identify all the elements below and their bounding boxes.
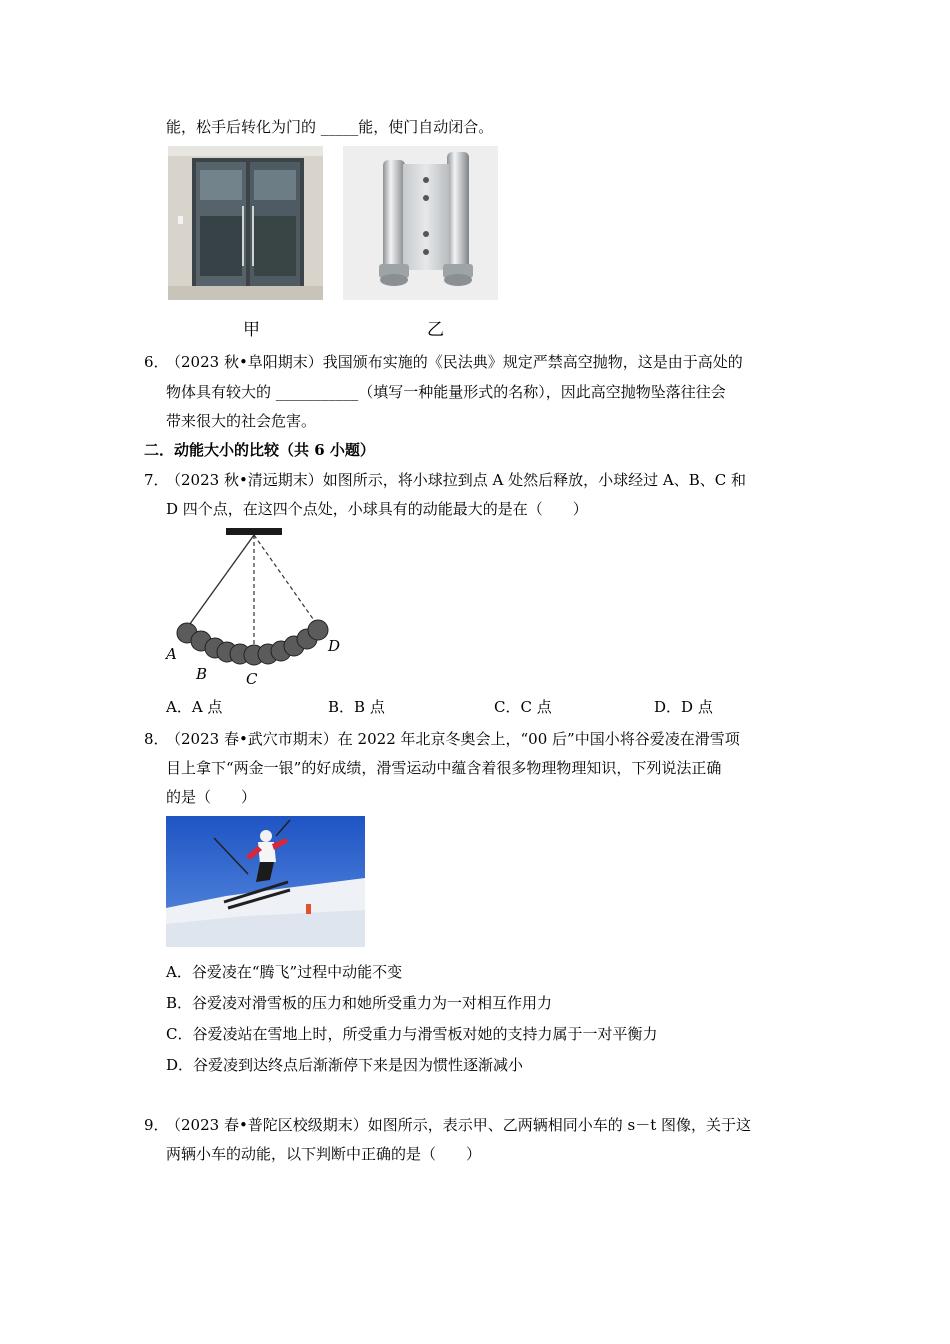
option-a: A．A 点 <box>166 698 223 716</box>
option-b: B．谷爱凌对滑雪板的压力和她所受重力为一对相互作用力 <box>166 994 553 1012</box>
spring-hinge-image <box>343 146 498 300</box>
spring-hinge-photo <box>343 146 498 300</box>
question-number: 7． <box>144 471 169 489</box>
option-c: C．谷爱凌站在雪地上时，所受重力与滑雪板对她的支持力属于一对平衡力 <box>166 1025 658 1043</box>
point-label-a: A <box>166 645 177 663</box>
q8-text-line2: 目上拿下“两金一银”的好成绩，滑雪运动中蕴含着很多物理物理知识，下列说法正确 <box>166 759 722 777</box>
section-heading: 二．动能大小的比较（共 6 小题） <box>144 441 375 459</box>
glass-door-photo <box>168 146 323 300</box>
photo-label-jia: 甲 <box>243 320 260 340</box>
pendulum-balls <box>177 620 328 665</box>
pendulum-string <box>187 535 254 628</box>
option-c: C．C 点 <box>494 698 552 716</box>
q7-text-line1: （2023 秋•清远期末）如图所示，将小球拉到点 A 处然后释放，小球经过 A、B、C 和 <box>166 471 747 489</box>
option-d: D．D 点 <box>654 698 713 716</box>
pendulum-string-dashed <box>254 535 318 626</box>
q8-text-line1: （2023 春•武穴市期末）在 2022 年北京冬奥会上，“00 后”中国小将谷爱凌在滑雪项 <box>166 730 740 748</box>
q7-text-line2: D 四个点，在这四个点处，小球具有的动能最大的是在（ ） <box>166 500 588 518</box>
skier-image <box>166 816 365 947</box>
pendulum-ball <box>308 620 328 640</box>
glass-door-image <box>168 146 323 300</box>
point-label-d: D <box>328 637 341 655</box>
q9-text-line1: （2023 春•普陀区校级期末）如图所示，表示甲、乙两辆相同小车的 s－t 图像，关于这 <box>166 1116 752 1134</box>
option-a: A．谷爱凌在“腾飞”过程中动能不变 <box>166 963 403 981</box>
question-number: 6． <box>144 353 169 371</box>
question-number: 9． <box>144 1116 169 1134</box>
q6-text-line1: （2023 秋•阜阳期末）我国颁布实施的《民法典》规定严禁高空抛物，这是由于高处的 <box>166 353 743 371</box>
option-d: D．谷爱凌到达终点后渐渐停下来是因为惯性逐渐减小 <box>166 1056 524 1074</box>
q6-text-line3: 带来很大的社会危害。 <box>166 412 317 430</box>
q8-text-line3: 的是（ ） <box>166 788 257 806</box>
pendulum-support <box>226 528 282 535</box>
option-b: B．B 点 <box>328 698 385 716</box>
point-label-c: C <box>246 670 258 688</box>
skier-photo <box>166 816 365 947</box>
q6-text-line2: 物体具有较大的 ___________（填写一种能量形式的名称），因此高空抛物坠落往往会 <box>166 383 726 401</box>
q9-text-line2: 两辆小车的动能，以下判断中正确的是（ ） <box>166 1145 482 1163</box>
q5-text-line: 能，松手后转化为门的 _____能，使门自动闭合。 <box>166 118 494 136</box>
point-label-b: B <box>196 665 208 683</box>
question-number: 8． <box>144 730 169 748</box>
pendulum-diagram <box>160 524 360 690</box>
photo-label-yi: 乙 <box>427 320 444 340</box>
